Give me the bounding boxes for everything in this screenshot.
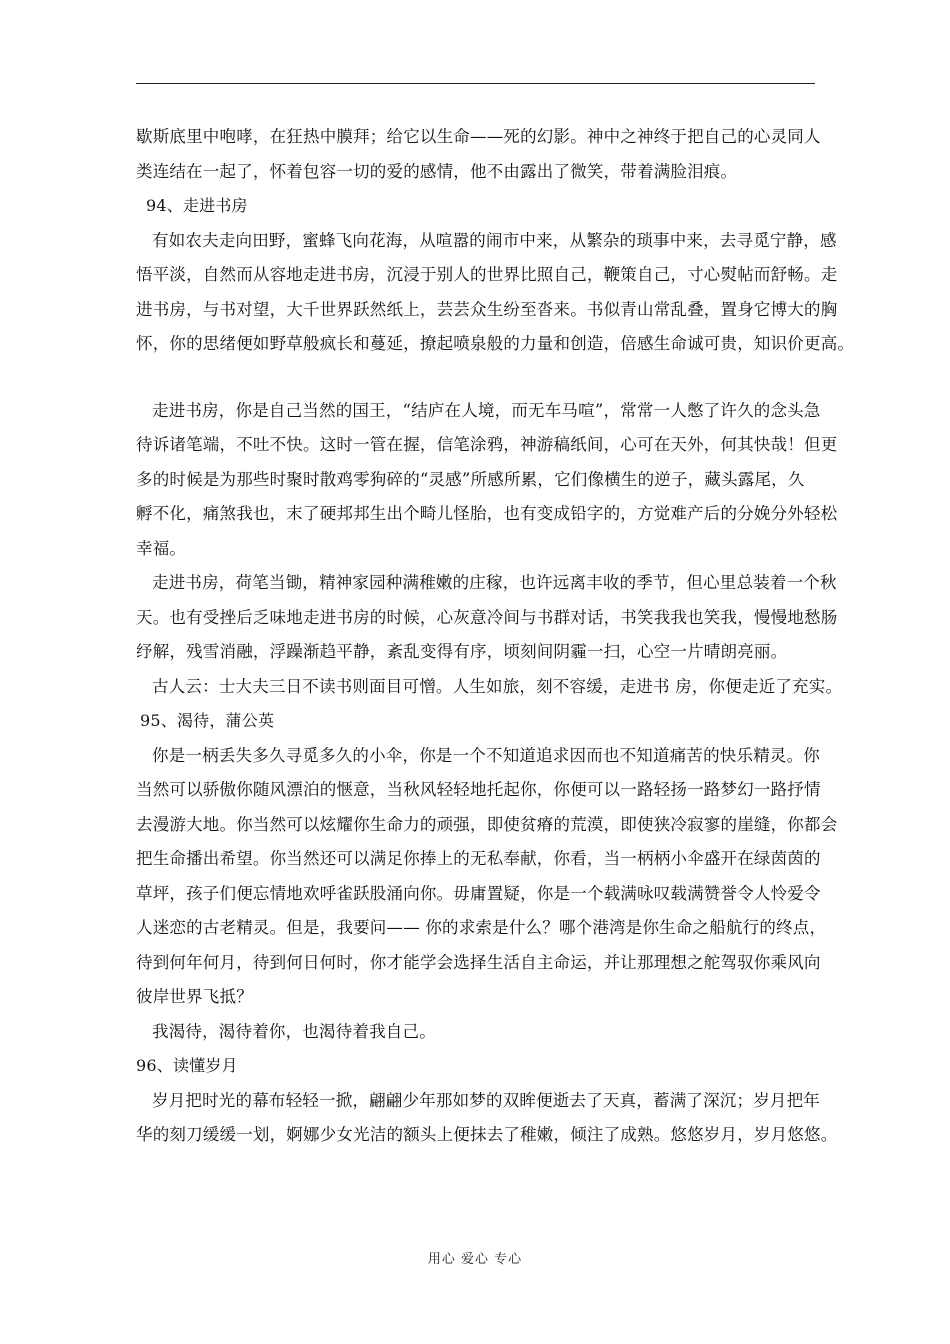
text-line: 华的刻刀缓缓一划，婀娜少女光洁的额头上便抹去了稚嫩，倾注了成熟。悠悠岁月，岁月悠悠。 — [136, 1125, 838, 1144]
text-line: 幸福。 — [136, 538, 187, 558]
text-line: 你是一柄丢失多久寻觅多久的小伞，你是一个不知道追求因而也不知道痛苦的快乐精灵。你 — [152, 745, 820, 765]
text-line: 歇斯底里中咆哮，在狂热中膜拜；给它以生命——死的幻影。神中之神终于把自己的心灵同人 — [136, 127, 821, 146]
text-line: 纾解，残雪消融，浮躁渐趋平静，紊乱变得有序，顷刻间阴霾一扫，心空一片晴朗亮丽。 — [136, 642, 788, 661]
text-line: 当然可以骄傲你随风漂泊的惬意，当秋风轻轻地托起你，你便可以一路轻扬一路梦幻一路抒情 — [136, 780, 821, 799]
text-line: 进书房，与书对望，大千世界跃然纸上，芸芸众生纷至沓来。书似青山常乱叠，置身它博大的胸 — [136, 299, 838, 319]
text-line: 待到何年何月，待到何日何时，你才能学会选择生活自主命运，并让那理想之舵驾驭你乘风向 — [136, 952, 821, 972]
text-line: 走进书房，你是自己当然的国王，“结庐在人境，而无车马喧”，常常一人憋了许久的念头急 — [152, 400, 821, 420]
section-heading-94: 94、走进书房 — [146, 196, 248, 215]
text-line: 怀，你的思绪便如野草般疯长和蔓延，撩起喷泉般的力量和创造，倍感生命诚可贵，知识价更高。 — [136, 334, 855, 353]
document-body — [136, 120, 855, 1153]
paragraph-gap — [136, 362, 821, 394]
text-line: 待诉诸笔端，不吐不快。这时一管在握，信笔涂鸦，神游稿纸间，心可在天外，何其快哉！但更 — [136, 435, 838, 454]
text-line: 岁月把时光的幕布轻轻一掀，翩翩少年那如梦的双眸便逝去了天真，蓄满了深沉；岁月把年 — [152, 1090, 820, 1110]
text-line: 类连结在一起了，怀着包容一切的爱的感情，他不由露出了微笑，带着满脸泪痕。 — [136, 161, 738, 181]
text-line: 多的时候是为那些时聚时散鸡零狗碎的“灵感”所感所累，它们像横生的逆子，藏头露尾，久 — [136, 469, 805, 489]
section-heading-96: 96、读懂岁月 — [136, 1056, 238, 1075]
text-line: 人迷恋的古老精灵。但是，我要问—— 你的求索是什么？哪个港湾是你生命之船航行的终点， — [136, 918, 827, 937]
text-line: 走进书房，荷笔当锄，精神家园种满稚嫩的庄稼，也许远离丰收的季节，但心里总装着一个秋 — [152, 573, 837, 592]
text-line: 悟平淡，自然而从容地走进书房，沉浸于别人的世界比照自己，鞭策自己，寸心熨帖而舒畅。走 — [136, 265, 838, 284]
text-line: 去漫游大地。你当然可以炫耀你生命力的顽强，即使贫瘠的荒漠，即使狭冷寂寥的崖缝，你都会 — [136, 814, 838, 834]
page-footer: 用心 爱心 专心 — [427, 1252, 523, 1267]
section-heading-95: 95、渴待，蒲公英 — [140, 711, 275, 730]
text-line: 古人云：士大夫三日不读书则面目可憎。人生如旅，刻不容缓，走进书 房，你便走近了充实。 — [152, 676, 843, 696]
text-line: 有如农夫走向田野，蜜蜂飞向花海，从喧嚣的闹市中来，从繁杂的琐事中来，去寻觅宁静，感 — [152, 230, 837, 250]
text-line: 把生命播出希望。你当然还可以满足你捧上的无私奉献，你看，当一柄柄小伞盛开在绿茵茵的 — [136, 849, 821, 868]
header-rule — [136, 83, 815, 84]
text-line: 彼岸世界飞抵？ — [136, 987, 253, 1006]
text-line: 天。也有受挫后乏味地走进书房的时候，心灰意冷间与书群对话，书笑我我也笑我，慢慢地愁肠 — [136, 607, 838, 627]
text-line: 我渴待，渴待着你，也渴待着我自己。 — [152, 1021, 436, 1041]
text-line: 孵不化，痛煞我也，末了硬邦邦生出个畸儿怪胎，也有变成铅字的，方觉难产后的分娩分外轻松 — [136, 504, 838, 523]
text-line: 草坪，孩子们便忘情地欢呼雀跃股涌向你。毋庸置疑，你是一个载满咏叹载满赞誉令人怜爱令 — [136, 883, 821, 903]
